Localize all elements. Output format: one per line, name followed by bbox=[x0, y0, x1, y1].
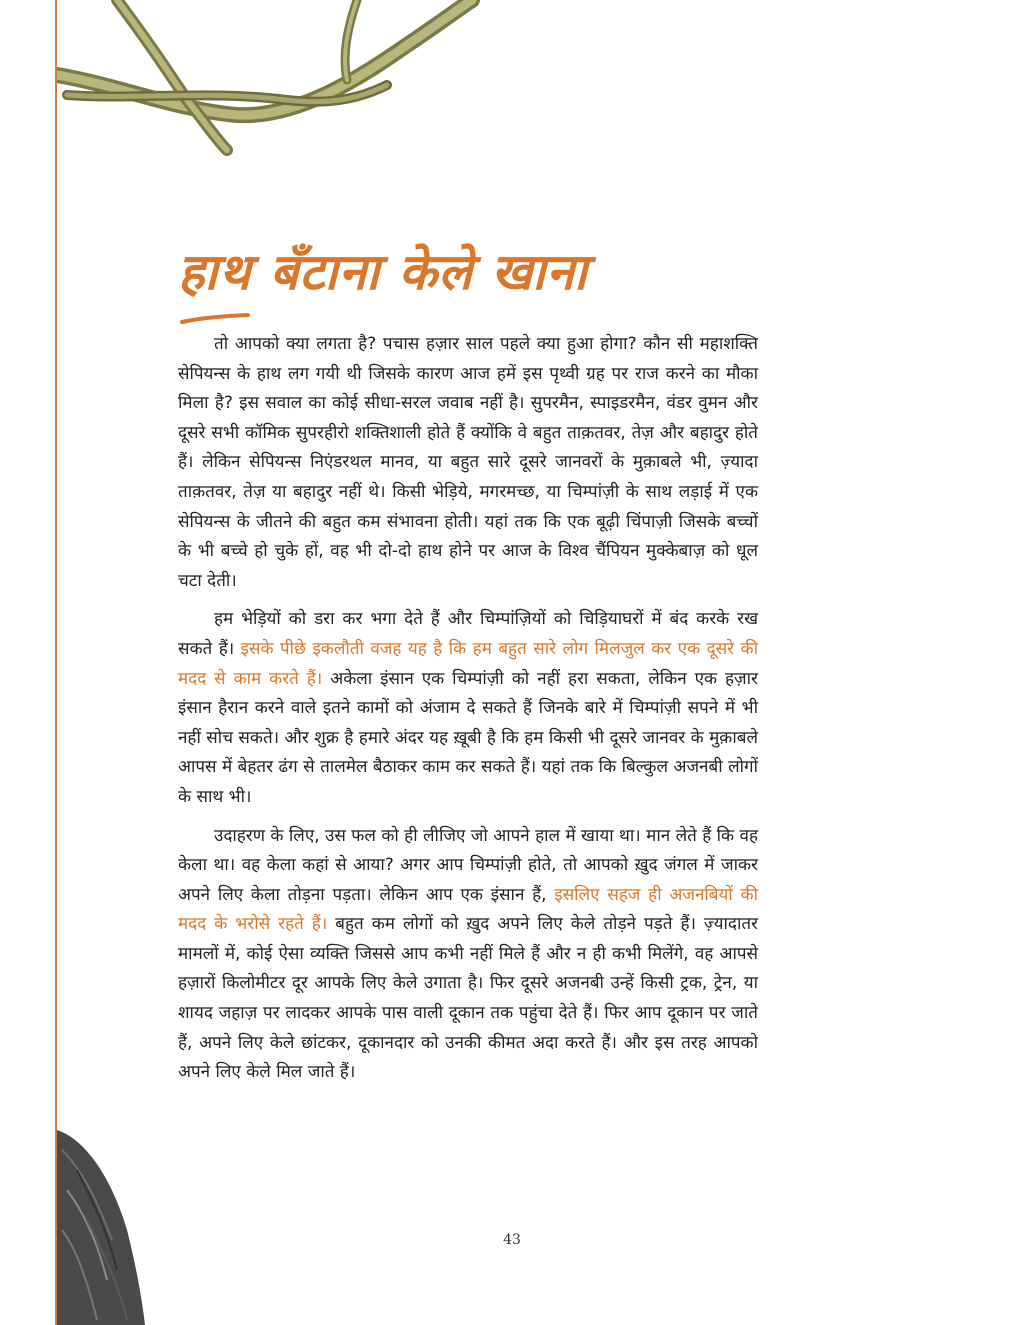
title-underline-mark bbox=[180, 310, 250, 328]
paragraph-text: अकेला इंसान एक चिम्पांज़ी को नहीं हरा सकता, लेकिन एक हज़ार इंसान हैरान करने वाले इतने कामों को अंजाम दे सकते हैं जिनके बारे में चिम्पांज़ी सपने में भी नहीं सोच सकते। और शुक्र है हमारे अंदर यह ख़ूबी है कि हम किसी भी दूसरे जानवर के मुक़ाबले आपस में बेहतर ढंग से तालमेल बैठाकर काम कर सकते हैं। यहां तक कि बिल्कुल अजनबी लोगों के साथ भी। bbox=[178, 668, 759, 807]
body-text bbox=[178, 330, 758, 1097]
paragraph bbox=[178, 605, 758, 812]
highlighted-text: इसलिए सहज ही अजनबियों की मदद के भरोसे रहते हैं। bbox=[178, 884, 758, 935]
animal-fur-illustration bbox=[57, 1130, 147, 1325]
paragraph bbox=[178, 330, 758, 596]
page-margin bbox=[0, 0, 56, 1325]
margin-accent-line bbox=[55, 0, 57, 1325]
vine-branch-illustration bbox=[57, 0, 487, 160]
highlighted-text: इसके पीछे इकलौती वजह यह है कि हम बहुत सारे लोग मिलजुल कर एक दूसरे की मदद से काम करते हैं। bbox=[178, 638, 758, 689]
paragraph-text: बहुत कम लोगों को ख़ुद अपने लिए केले तोड़ने पड़ते हैं। ज़्यादातर मामलों में, कोई ऐसा व्यक्ति जिससे आप कभी नहीं मिले हैं और न ही कभी मिलेंगे, वह आपसे हज़ारों किलोमीटर दूर आपके लिए केले उगाता है। फिर दूसरे अजनबी उन्हें किसी ट्रक, ट्रेन, या शायद जहाज़ पर लादकर आपके पास वाली दूकान तक पहुंचा देते हैं। फिर आप दूकान पर जाते हैं, अपने लिए केले छांटकर, दूकानदार को उनकी कीमत अदा करते हैं। और इस तरह आपको अपने लिए केले मिल जाते हैं। bbox=[178, 914, 758, 1083]
paragraph-text: हम भेड़ियों को डरा कर भगा देते हैं और चिम्पांज़ियों को चिड़ियाघरों में बंद करके रख सकते हैं। bbox=[178, 609, 758, 659]
paragraph-text: उदाहरण के लिए, उस फल को ही लीजिए जो आपने हाल में खाया था। मान लेते हैं कि वह केला था। वह केला कहां से आया? अगर आप चिम्पांज़ी होते, तो आपको ख़ुद जंगल में जाकर अपने लिए केला तोड़ना पड़ता। लेकिन आप एक इंसान हैं, bbox=[178, 825, 758, 905]
paragraph bbox=[178, 822, 758, 1088]
paragraph-text: तो आपको क्या लगता है? पचास हज़ार साल पहले क्या हुआ होगा? कौन सी महाशक्ति सेपियन्स के हाथ लग गयी थी जिसके कारण आज हमें इस पृथ्वी ग्रह पर राज करने का मौका मिला है? इस सवाल का कोई सीधा-सरल जवाब नहीं है। सुपरमैन, स्पाइडरमैन, वंडर वुमन और दूसरे सभी कॉमिक सुपरहीरो शक्तिशाली होते हैं क्योंकि वे बहुत ताक़तवर, तेज़ और बहादुर होते हैं। लेकिन सेपियन्स निएंडरथल मानव, या बहुत सारे दूसरे जानवरों के मुक़ाबले भी, ज़्यादा ताक़तवर, तेज़ या बहादुर नहीं थे। किसी भेड़िये, मगरमच्छ, या चिम्पांज़ी के साथ लड़ाई में एक सेपियन्स के जीतने की बहुत कम संभावना होती। यहां तक कि एक बूढ़ी चिंपाज़ी जिसके बच्चों के भी बच्चे हो चुके हों, वह भी दो-दो हाथ होने पर आज के विश्व चैंपियन मुक्केबाज़ को धूल चटा देती। bbox=[178, 334, 758, 591]
page-number: 43 bbox=[503, 1232, 521, 1248]
page-title: हाथ बँटाना केले खाना bbox=[178, 243, 588, 301]
